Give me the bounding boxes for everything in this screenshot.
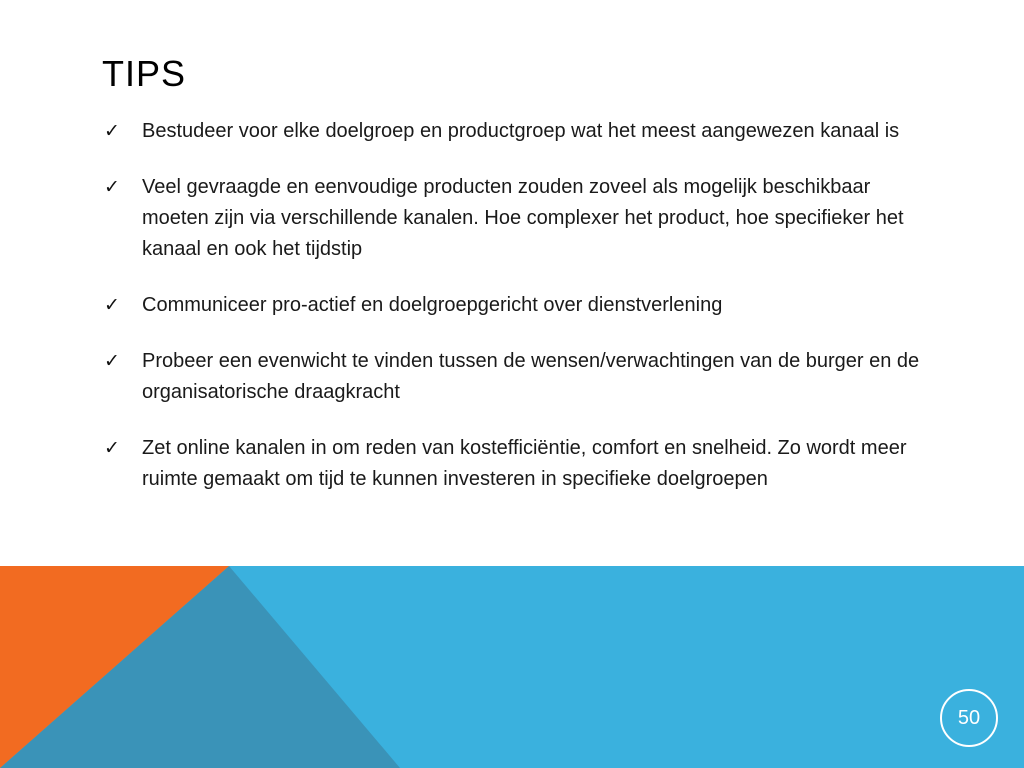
bullet-item <box>100 116 940 147</box>
checkmark-icon: ✓ <box>104 294 120 316</box>
bullet-text: Bestudeer voor elke doelgroep en productgroep wat het meest aangewezen kanaal is <box>142 120 900 142</box>
bullet-item <box>100 346 940 408</box>
checkmark-icon: ✓ <box>104 120 120 142</box>
checkmark-icon: ✓ <box>104 176 120 198</box>
bullet-text: Communiceer pro-actief en doelgroepgericht over dienstverlening <box>142 294 723 316</box>
checkmark-icon: ✓ <box>104 437 120 459</box>
bullet-text: Zet online kanalen in om reden van kostefficiëntie, comfort en snelheid. Zo wordt meer ruimte gemaakt om tijd te kunnen investeren in specifieke doelgroepen <box>142 437 907 490</box>
slide-title: TIPS <box>102 53 187 94</box>
bullet-list <box>100 116 940 520</box>
checkmark-icon: ✓ <box>104 350 120 372</box>
bullet-item <box>100 290 940 321</box>
footer-shapes <box>0 566 1024 768</box>
bullet-text: Probeer een evenwicht te vinden tussen de wensen/verwachtingen van de burger en de organisatorische draagkracht <box>142 350 920 403</box>
bullet-item <box>100 433 940 495</box>
bullet-text: Veel gevraagde en eenvoudige producten zouden zoveel als mogelijk beschikbaar moeten zijn via verschillende kanalen. Hoe complexer het product, hoe specifieker het kanaal en ook het tijdstip <box>142 176 910 260</box>
bullet-item <box>100 172 940 265</box>
decorative-footer <box>0 566 1024 768</box>
page-number: 50 <box>940 689 998 747</box>
